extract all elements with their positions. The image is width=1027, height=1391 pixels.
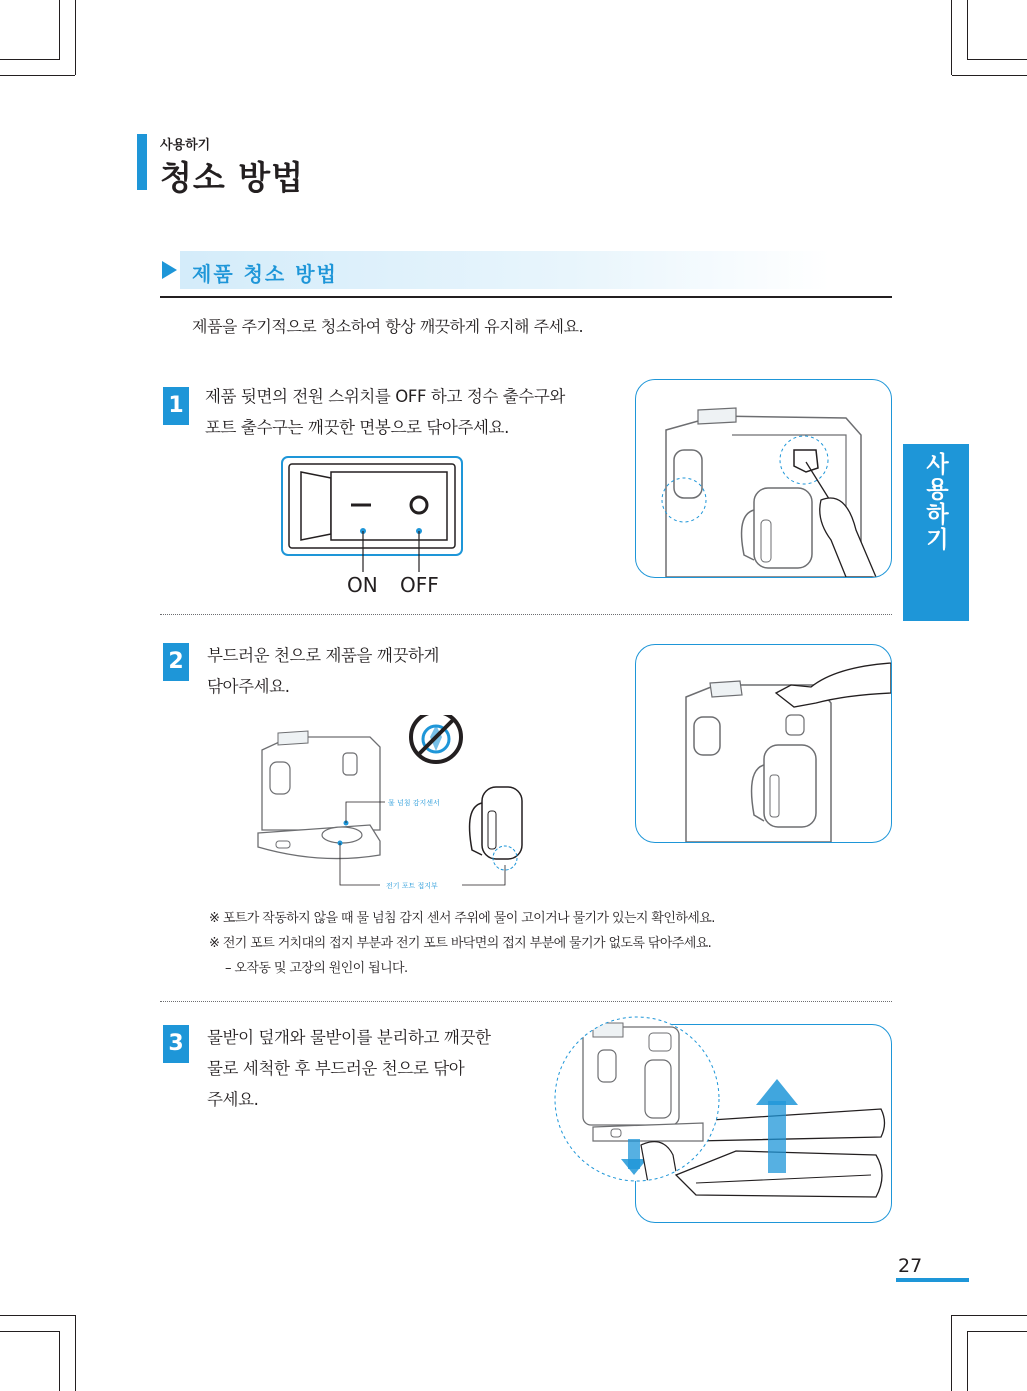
crop-mark	[952, 1315, 1027, 1316]
page-number: 27	[898, 1255, 923, 1277]
zoom-detail-circle	[553, 1015, 721, 1183]
step-line: 물로 세척한 후 부드러운 천으로 닦아	[207, 1059, 465, 1078]
crop-mark	[0, 59, 60, 60]
switch-pointer-lines	[355, 528, 435, 573]
note-item: ※ 전기 포트 거치대의 접지 부분과 전기 포트 바닥면의 접지 부분에 물기가 없도록 닦아주세요.	[209, 936, 712, 951]
page-number-bar	[896, 1278, 969, 1282]
title-accent-bar	[137, 134, 147, 190]
step-text	[205, 381, 565, 443]
dotted-divider	[160, 1001, 892, 1002]
dotted-divider	[160, 614, 892, 615]
step-number: 3	[163, 1025, 189, 1063]
switch-on-label: ON	[347, 573, 378, 597]
crop-mark	[59, 1331, 60, 1391]
crop-mark	[0, 1331, 60, 1332]
crop-mark	[0, 75, 75, 76]
step-line: 제품 뒷면의 전원 스위치를 OFF 하고 정수 출수구와	[205, 387, 565, 406]
step-line: 닦아주세요.	[207, 677, 290, 696]
note-item: – 오작동 및 고장의 원인이 됩니다.	[225, 961, 408, 976]
step-text	[207, 1022, 491, 1115]
crop-mark	[75, 1315, 76, 1391]
crop-mark	[952, 75, 1027, 76]
cotton-swab-cleaning-image	[635, 379, 892, 578]
step-number: 2	[163, 643, 189, 681]
crop-mark	[951, 1315, 952, 1391]
step-line: 부드러운 천으로 제품을 깨끗하게	[207, 646, 440, 665]
crop-mark	[0, 1315, 75, 1316]
subsection-title: 제품 청소 방법	[192, 262, 338, 286]
step-number: 1	[163, 387, 189, 425]
divider	[160, 296, 892, 298]
step-line: 포트 출수구는 깨끗한 면봉으로 닦아주세요.	[205, 418, 509, 437]
note-item: ※ 포트가 작동하지 않을 때 물 넘침 감지 센서 주위에 물이 고이거나 물기가 있는지 확인하세요.	[209, 911, 715, 926]
page-title: 청소 방법	[160, 158, 305, 197]
crop-mark	[967, 1331, 968, 1391]
contact-label: 전기 포트 접지부	[386, 882, 438, 890]
crop-mark	[967, 0, 968, 60]
notes	[209, 906, 715, 981]
section-label: 사용하기	[160, 138, 211, 153]
step-text	[207, 640, 439, 702]
switch-off-label: OFF	[400, 573, 439, 597]
crop-mark	[59, 0, 60, 60]
step-line: 물받이 덮개와 물받이를 분리하고 깨끗한	[207, 1028, 491, 1047]
cloth-wiping-image	[635, 644, 892, 843]
sensor-label: 물 넘침 감지센서	[388, 799, 440, 807]
crop-mark	[951, 0, 952, 75]
crop-mark	[967, 59, 1027, 60]
triangle-bullet-icon	[162, 261, 177, 279]
crop-mark	[75, 0, 76, 75]
step-line: 주세요.	[207, 1090, 259, 1109]
intro-text: 제품을 주기적으로 청소하여 항상 깨끗하게 유지해 주세요.	[192, 317, 584, 336]
crop-mark	[967, 1331, 1027, 1332]
side-tab-label: 사용하기	[922, 452, 948, 552]
